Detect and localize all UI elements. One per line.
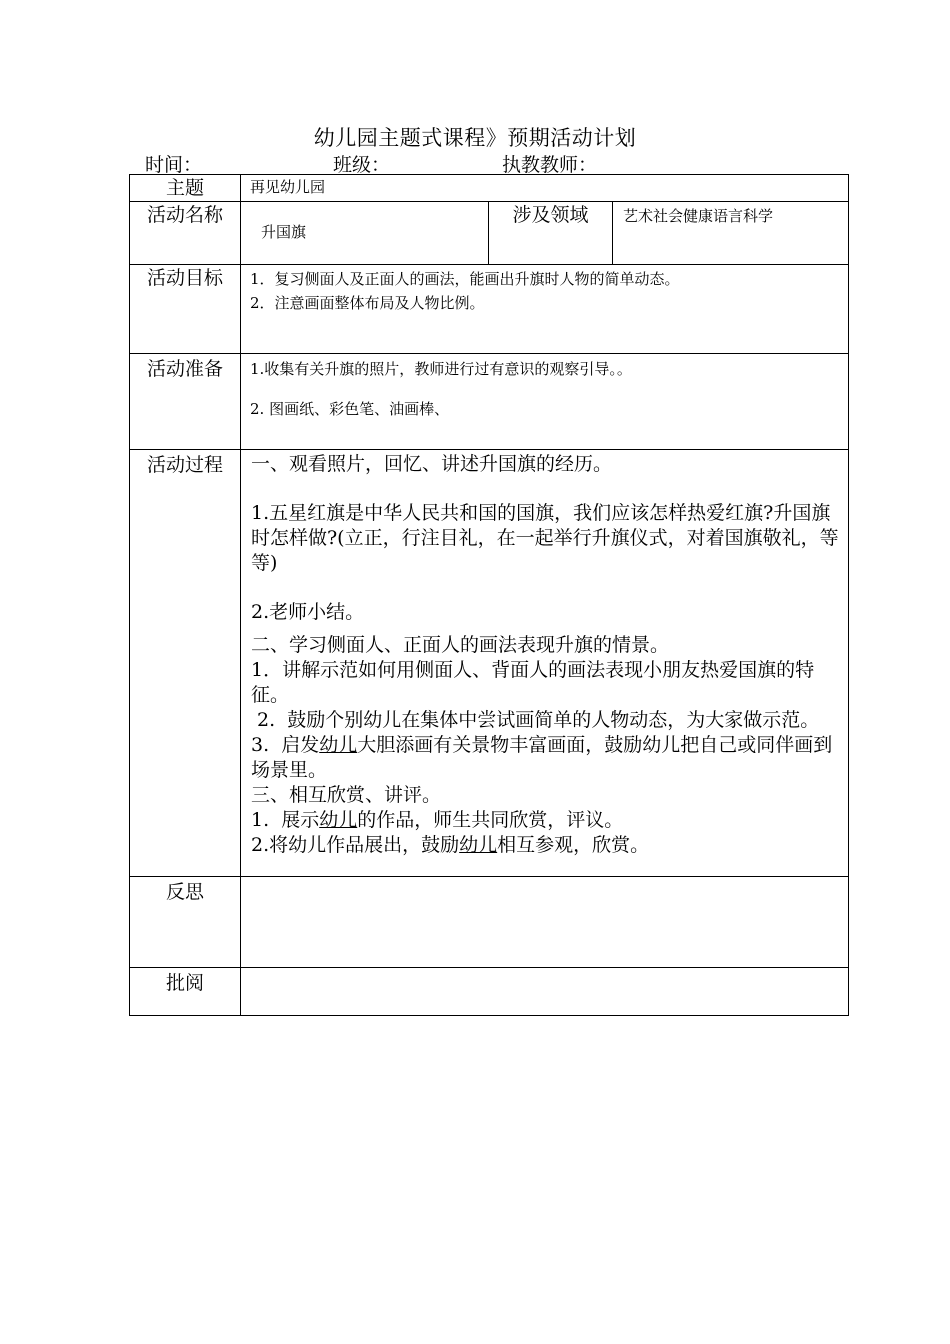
process-paragraph: 一、观看照片，回忆、讲述升国旗的经历。 bbox=[251, 453, 613, 475]
process-label: 活动过程 bbox=[130, 450, 241, 877]
process-paragraph: 2. 鼓励个别幼儿在集体中尝试画简单的人物动态，为大家做示范。 bbox=[251, 709, 820, 731]
process-paragraph: 1.五星红旗是中华人民共和国的国旗，我们应该怎样热爱红旗?升国旗时怎样做?(立正，行注目礼，在一起举行升旗仪式，对着国旗敬礼，等等) bbox=[251, 502, 839, 574]
goal-item: 1．复习侧面人及正面人的画法，能画出升旗时人物的简单动态。 bbox=[250, 270, 680, 288]
prep-item: 1.收集有关升旗的照片，教师进行过有意识的观察引导。。 bbox=[250, 360, 632, 378]
theme-label: 主题 bbox=[130, 175, 241, 202]
goal-row bbox=[130, 265, 849, 354]
reflection-label: 反思 bbox=[130, 877, 241, 968]
prep-item: 2. 图画纸、彩色笔、油画棒、 bbox=[250, 400, 450, 418]
reflection-row bbox=[130, 877, 849, 968]
process-paragraph: 2.老师小结。 bbox=[251, 601, 365, 623]
goal-label: 活动目标 bbox=[130, 265, 241, 354]
teacher-label: 执教教师： bbox=[502, 154, 598, 176]
prep-value bbox=[241, 354, 849, 450]
goal-value bbox=[241, 265, 849, 354]
review-label: 批阅 bbox=[130, 968, 241, 1016]
process-paragraph: 2.将幼儿作品展出，鼓励幼儿相互参观，欣赏。 bbox=[251, 834, 650, 856]
process-value bbox=[241, 450, 849, 877]
review-value bbox=[241, 968, 849, 1016]
activity-name-value: 升国旗 bbox=[241, 202, 489, 265]
process-paragraph: 二、学习侧面人、正面人的画法表现升旗的情景。 bbox=[251, 634, 670, 656]
process-row bbox=[130, 450, 849, 877]
domain-label: 涉及领域 bbox=[489, 202, 613, 265]
process-paragraph: 1．讲解示范如何用侧面人、背面人的画法表现小朋友热爱国旗的特征。 bbox=[251, 659, 815, 706]
page-title: 幼儿园主题式课程》预期活动计划 bbox=[313, 126, 637, 150]
process-paragraph: 1. 展示幼儿的作品，师生共同欣赏，评议。 bbox=[251, 809, 624, 831]
review-row bbox=[130, 968, 849, 1016]
time-label: 时间： bbox=[145, 154, 203, 176]
theme-value: 再见幼儿园 bbox=[241, 175, 849, 202]
activity-plan-table bbox=[129, 174, 849, 1016]
prep-label: 活动准备 bbox=[130, 354, 241, 450]
goal-item: 2．注意画面整体布局及人物比例。 bbox=[250, 294, 485, 312]
activity-name-label: 活动名称 bbox=[130, 202, 241, 265]
process-paragraph: 3. 启发幼儿大胆添画有关景物丰富画面，鼓励幼儿把自己或同伴画到场景里。 bbox=[251, 734, 833, 781]
domain-value: 艺术社会健康语言科学 bbox=[613, 202, 849, 265]
theme-row bbox=[130, 175, 849, 202]
process-paragraph: 三、相互欣赏、讲评。 bbox=[251, 784, 442, 806]
class-label: 班级： bbox=[333, 154, 391, 176]
reflection-value bbox=[241, 877, 849, 968]
activity-name-row bbox=[130, 202, 849, 265]
prep-row bbox=[130, 354, 849, 450]
